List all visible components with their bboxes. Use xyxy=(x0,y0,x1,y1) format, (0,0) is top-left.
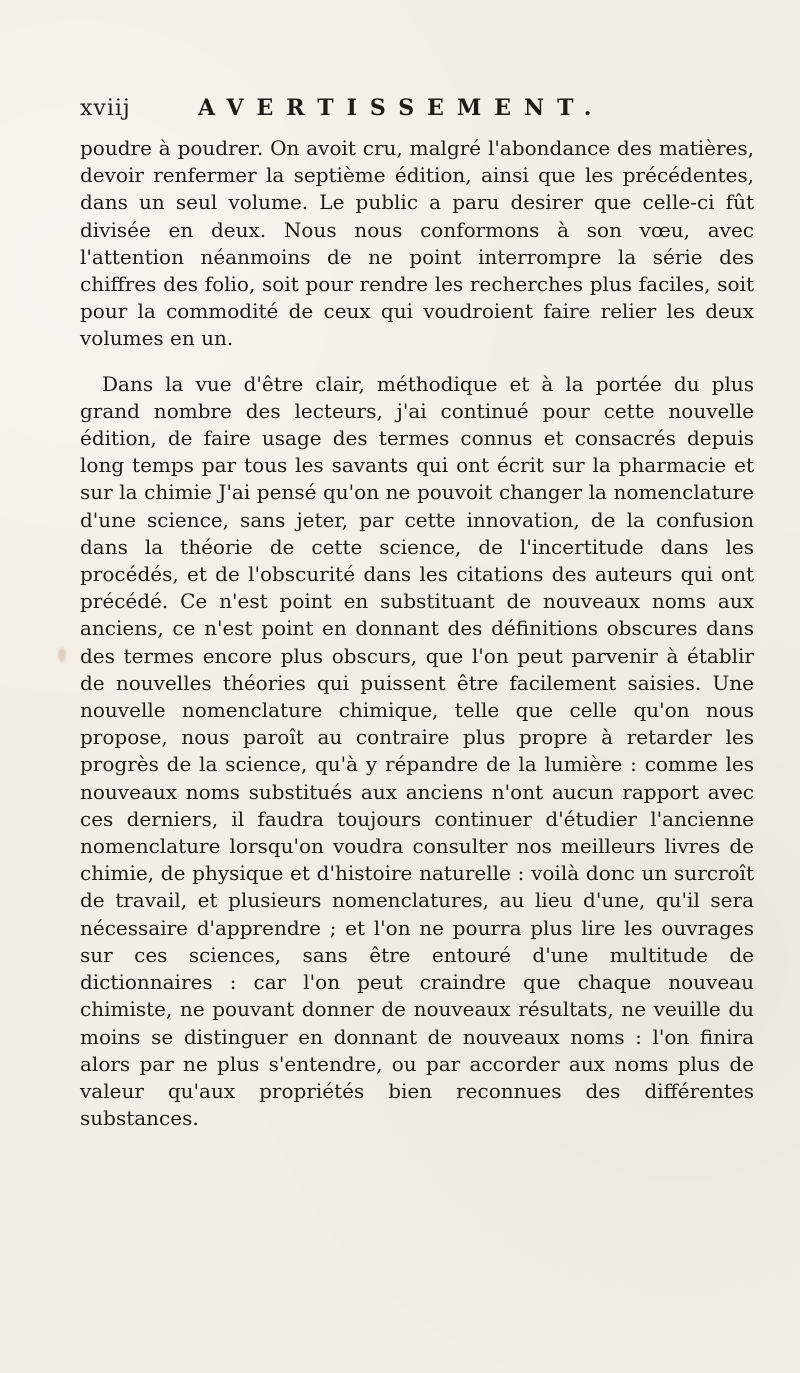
paragraph-2: Dans la vue d'être clair, méthodique et à la portée du plus grand nombre des lecteurs, j'ai continué pour cette nouvelle édition, de faire usage des termes connus et consacrés depuis long temps par tous les savants qui ont écrit sur la pharmacie et sur la chimie J'ai pensé qu'on ne pouvoit changer la nomenclature d'une science, sans jeter, par cette innovation, de la confusion dans la théorie de cette science, de l'incertitude dans les procédés, et de l'obscurité dans les citations des auteurs qui ont précédé. Ce n'est point en substituant de nouveaux noms aux anciens, ce n'est point en donnant des définitions obscures dans des termes encore plus obscurs, que l'on peut parvenir à établir de nouvelles théories qui puissent être facilement saisies. Une nouvelle nomenclature chimique, telle que celle qu'on nous propose, nous paroît au contraire plus propre à retarder les progrès de la science, qu'à y répandre de la lumière : comme les nouveaux noms substitués aux anciens n'ont aucun rapport avec ces derniers, il faudra toujours continuer d'étudier l'ancienne nomenclature lorsqu'on voudra consulter nos meilleurs livres de chimie, de physique et d'histoire naturelle : voilà donc un surcroît de travail, et plusieurs nomenclatures, au lieu d'une, qu'il sera nécessaire d'apprendre ; et l'on ne pourra plus lire les ouvrages sur ces sciences, sans être entouré d'une multitude de dictionnaires : car l'on peut craindre que chaque nouveau chimiste, ne pouvant donner de nouveaux résultats, ne veuille du moins se distinguer en donnant de nouveaux noms : l'on finira alors par ne plus s'entendre, ou par accorder aux noms plus de valeur qu'aux propriétés bien reconnues des différentes substances. xyxy=(80,371,754,1131)
body-text xyxy=(80,135,754,1132)
running-title: AVERTISSEMENT. xyxy=(198,95,605,121)
page-header xyxy=(80,95,754,121)
page-number: xviij xyxy=(80,96,131,121)
paragraph-1: poudre à poudrer. On avoit cru, malgré l'abondance des matières, devoir renfermer la septième édition, ainsi que les précédentes, dans un seul volume. Le public a paru desirer que celle-ci fût divisée en deux. Nous nous conformons à son vœu, avec l'attention néanmoins de ne point interrompre la série des chiffres des folio, soit pour rendre les recherches plus faciles, soit pour la commodité de ceux qui voudroient faire relier les deux volumes en un. xyxy=(80,136,754,351)
paper-stain xyxy=(58,648,66,662)
